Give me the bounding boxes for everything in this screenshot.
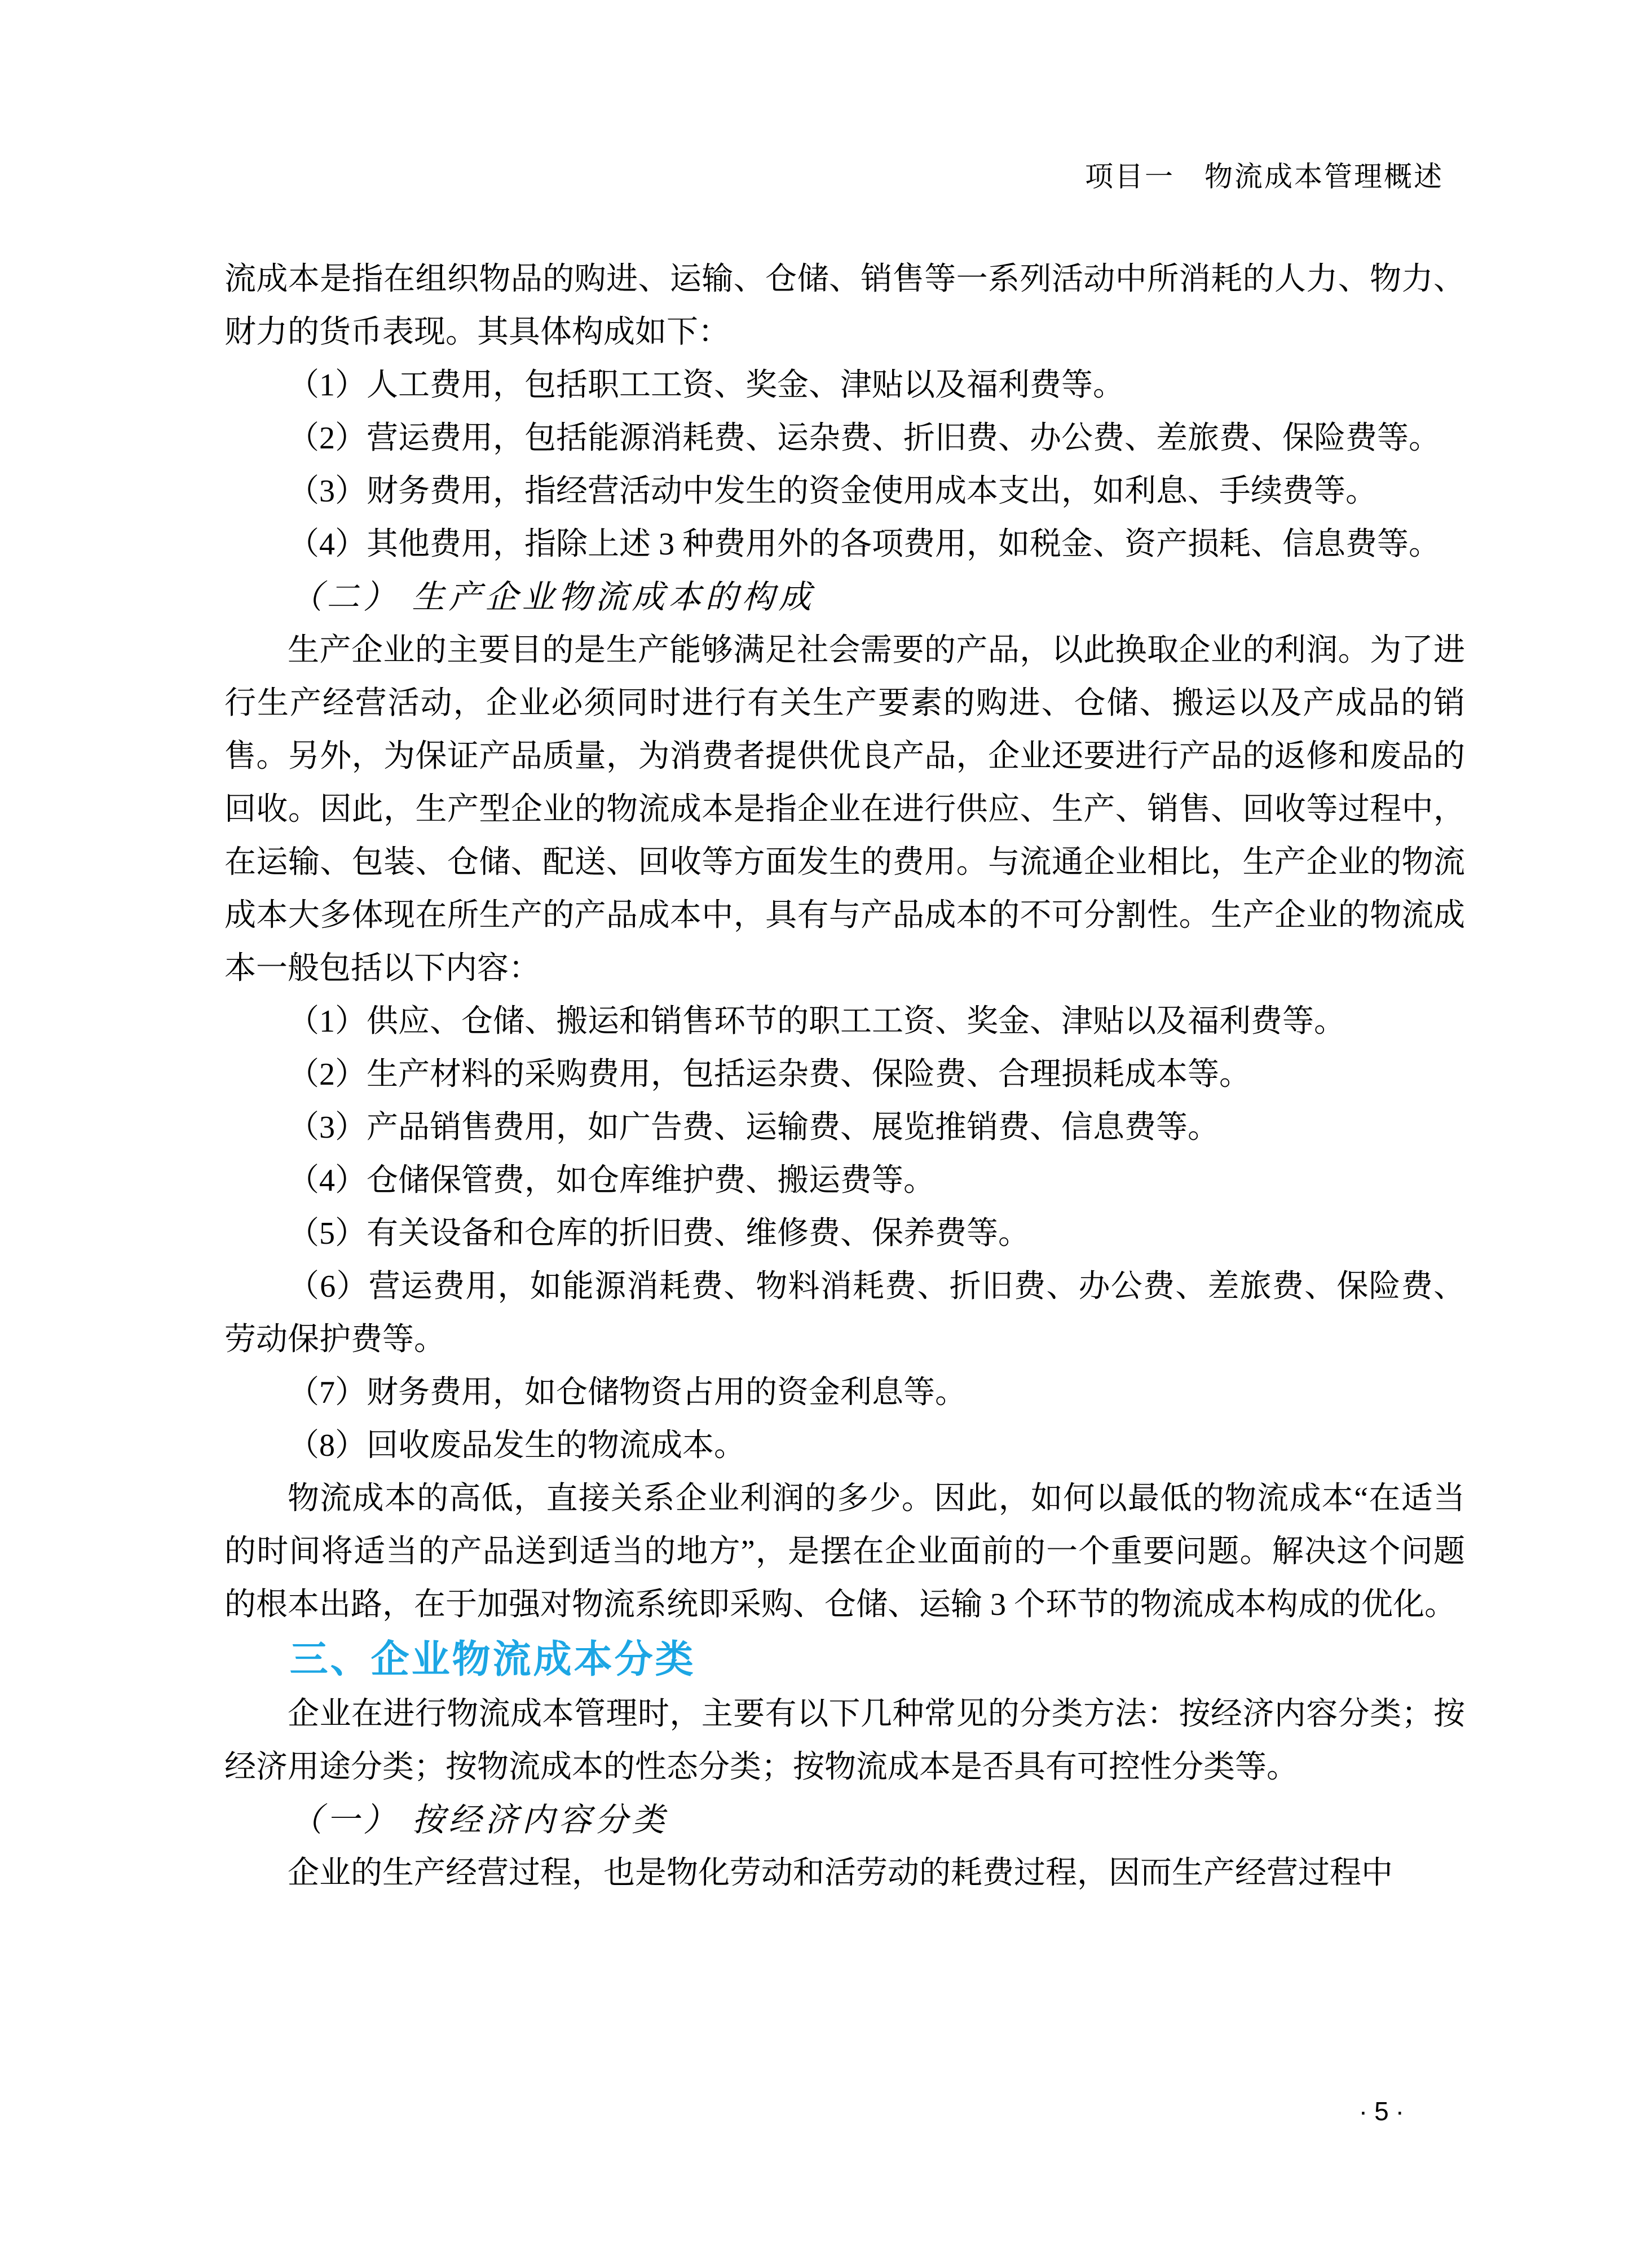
intro-paragraph: 流成本是指在组织物品的购进、运输、仓储、销售等一系列活动中所消耗的人力、物力、财力的货币表现。其具体构成如下： [224, 262, 1465, 350]
page-number: ·5· [1358, 2097, 1411, 2126]
importance-paragraph: 物流成本的高低，直接关系企业利润的多少。因此，如何以最低的物流成本“在适当的时间将适当的产品送到适当的地方”，是摆在企业面前的一个重要问题。解决这个问题的根本出路，在于加强对物流系统即采购、仓储、运输 3 个环节的物流成本构成的优化。 [224, 1481, 1465, 1622]
economic-paragraph: 企业的生产经营过程，也是物化劳动和活劳动的耗费过程，因而生产经营过程中 [288, 1856, 1393, 1891]
running-header: 项目一 物流成本管理概述 [1085, 161, 1444, 192]
page-body [224, 253, 1465, 1900]
subsection-heading-economic-content: （一） 按经济内容分类 [290, 1802, 669, 1838]
production-item-5: （5）有关设备和仓库的折旧费、维修费、保养费等。 [288, 1216, 1030, 1251]
production-item-7: （7）财务费用，如仓储物资占用的资金利息等。 [288, 1375, 967, 1410]
production-item-1: （1）供应、仓储、搬运和销售环节的职工工资、奖金、津贴以及福利费等。 [288, 1004, 1345, 1039]
production-item-4: （4）仓储保管费，如仓库维护费、搬运费等。 [288, 1163, 935, 1198]
section-heading-classification: 三、企业物流成本分类 [289, 1638, 696, 1681]
classification-paragraph: 企业在进行物流成本管理时，主要有以下几种常见的分类方法：按经济内容分类；按经济用途分类；按物流成本的性态分类；按物流成本是否具有可控性分类等。 [224, 1697, 1465, 1785]
cost-item-1: （1）人工费用，包括职工工资、奖金、津贴以及福利费等。 [288, 368, 1124, 403]
section-heading-production-cost: （二） 生产企业物流成本的构成 [290, 579, 815, 615]
production-item-2: （2）生产材料的采购费用，包括运杂费、保险费、合理损耗成本等。 [288, 1057, 1251, 1092]
cost-item-4: （4）其他费用，指除上述 3 种费用外的各项费用，如税金、资产损耗、信息费等。 [288, 527, 1440, 562]
production-paragraph: 生产企业的主要目的是生产能够满足社会需要的产品，以此换取企业的利润。为了进行生产经营活动，企业必须同时进行有关生产要素的购进、仓储、搬运以及产成品的销售。另外，为保证产品质量，为消费者提供优良产品，企业还要进行产品的返修和废品的回收。因此，生产型企业的物流成本是指企业在进行供应、生产、销售、回收等过程中，在运输、包装、仓储、配送、回收等方面发生的费用。与流通企业相比，生产企业的物流成本大多体现在所生产的产品成本中，具有与产品成本的不可分割性。生产企业的物流成本一般包括以下内容： [224, 633, 1465, 986]
cost-item-3: （3）财务费用，指经营活动中发生的资金使用成本支出，如利息、手续费等。 [288, 474, 1377, 509]
production-item-3: （3）产品销售费用，如广告费、运输费、展览推销费、信息费等。 [288, 1110, 1219, 1145]
cost-item-2: （2）营运费用，包括能源消耗费、运杂费、折旧费、办公费、差旅费、保险费等。 [288, 421, 1440, 456]
production-item-6: （6）营运费用，如能源消耗费、物料消耗费、折旧费、办公费、差旅费、保险费、劳动保护费等。 [224, 1269, 1465, 1357]
production-item-8: （8）回收废品发生的物流成本。 [288, 1428, 745, 1463]
